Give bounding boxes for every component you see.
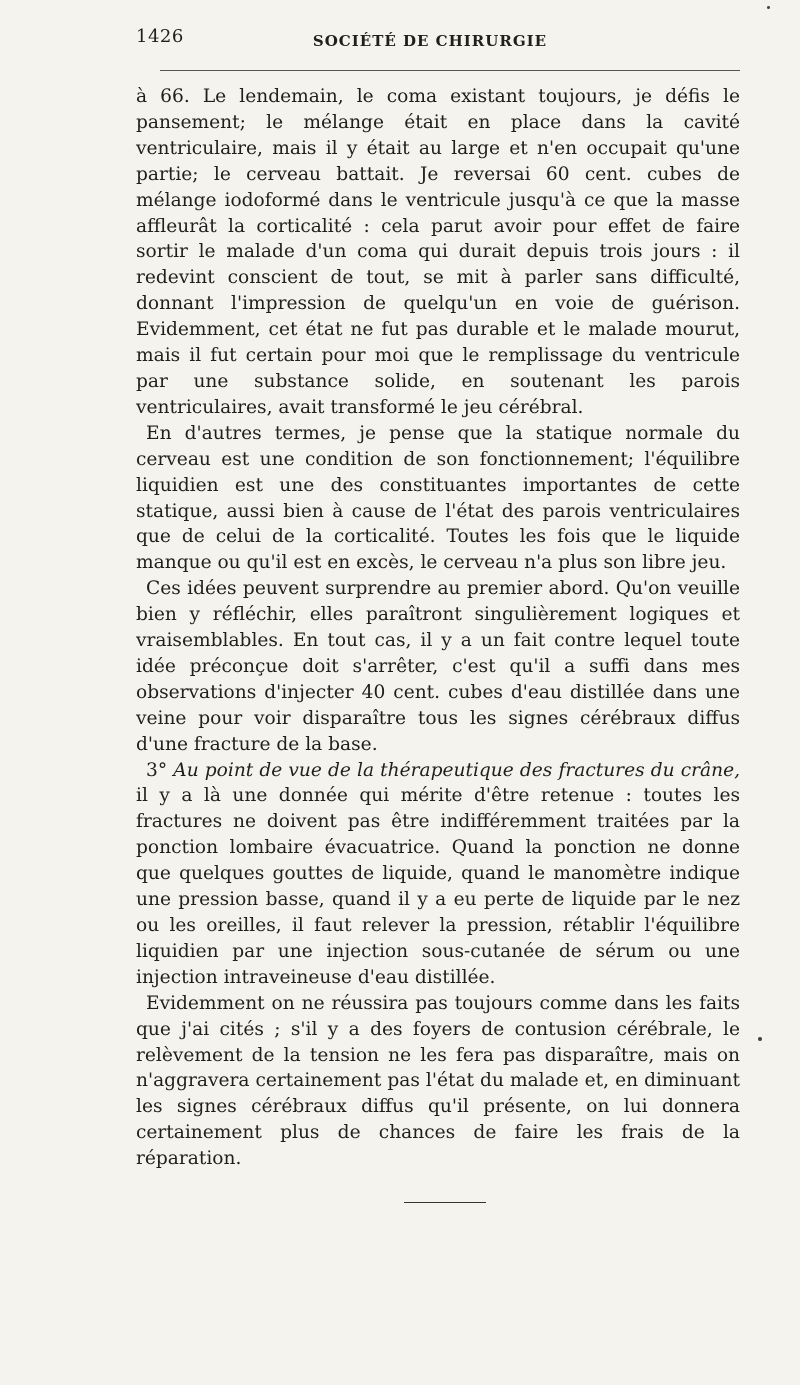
paragraph-4-text: il y a là une donnée qui mérite d'être retenue : toutes les fractures ne doivent pas être indifféremment traitées par la ponction lombaire évacuatrice. Quand la ponction ne donne que quelques gouttes de liquide, quand le manomètre indique une pression basse, quand il y a eu perte de liquide par le nez ou les oreilles, il faut relever la pression, rétablir l'équilibre liquidien par une injection sous-cutanée de sérum ou une injection intraveineuse d'eau distillée. xyxy=(136,785,740,988)
end-rule xyxy=(404,1202,486,1203)
paragraph-1: à 66. Le lendemain, le coma existant toujours, je défis le pansement; le mélange était en place dans la cavité ventriculaire, mais il y était au large et n'en occupait qu'une partie; le cerveau battait. Je reversai 60 cent. cubes de mélange iodoformé dans le ventricule jusqu'à ce que la masse affleurât la corticalité : cela parut avoir pour effet de faire sortir le malade d'un coma qui durait depuis trois jours : il redevint conscient de tout, se mit à parler sans difficulté, donnant l'impression de quelqu'un en voie de guérison. Evidemment, cet état ne fut pas durable et le malade mourut, mais il fut certain pour moi que le remplissage du ventricule par une substance solide, en soutenant les parois ventriculaires, avait transformé le jeu cérébral. xyxy=(136,86,740,418)
paragraph-3: Ces idées peuvent surprendre au premier abord. Qu'on veuille bien y réfléchir, elles paraîtront singulièrement logiques et vraisemblables. En tout cas, il y a un fait contre lequel toute idée préconçue doit s'arrêter, c'est qu'il a suffi dans mes observations d'injecter 40 cent. cubes d'eau distillée dans une veine pour voir disparaître tous les signes cérébraux diffus d'une fracture de la base. xyxy=(136,578,740,755)
paragraph-5: Evidemment on ne réussira pas toujours comme dans les faits que j'ai cités ; s'il y a des foyers de contusion cérébrale, le relèvement de la tension ne les fera pas disparaître, mais on n'aggravera certainement pas l'état du malade et, en diminuant les signes cérébraux diffus qu'il présente, on lui donnera certainement plus de chances de faire les frais de la réparation. xyxy=(136,992,740,1170)
page-number: 1426 xyxy=(136,26,184,47)
section-title: Au point de vue de la thérapeutique des fractures du crâne, xyxy=(173,759,740,781)
paragraph-4 xyxy=(136,758,740,991)
paragraph-2: En d'autres termes, je pense que la statique normale du cerveau est une condition de son fonctionnement; l'équilibre liquidien est une des constituantes importantes de cette statique, aussi bien à cause de l'état des parois ventriculaires que de celui de la corticalité. Toutes les fois que le liquide manque ou qu'il est en excès, le cerveau n'a plus son libre jeu. xyxy=(136,422,740,574)
page-header xyxy=(0,0,800,70)
body-text xyxy=(136,84,740,1172)
section-number: 3° xyxy=(146,759,168,781)
top-speck xyxy=(767,6,770,9)
running-title: SOCIÉTÉ DE CHIRURGIE xyxy=(312,32,548,50)
margin-speck xyxy=(758,1037,762,1041)
header-rule xyxy=(160,70,740,71)
